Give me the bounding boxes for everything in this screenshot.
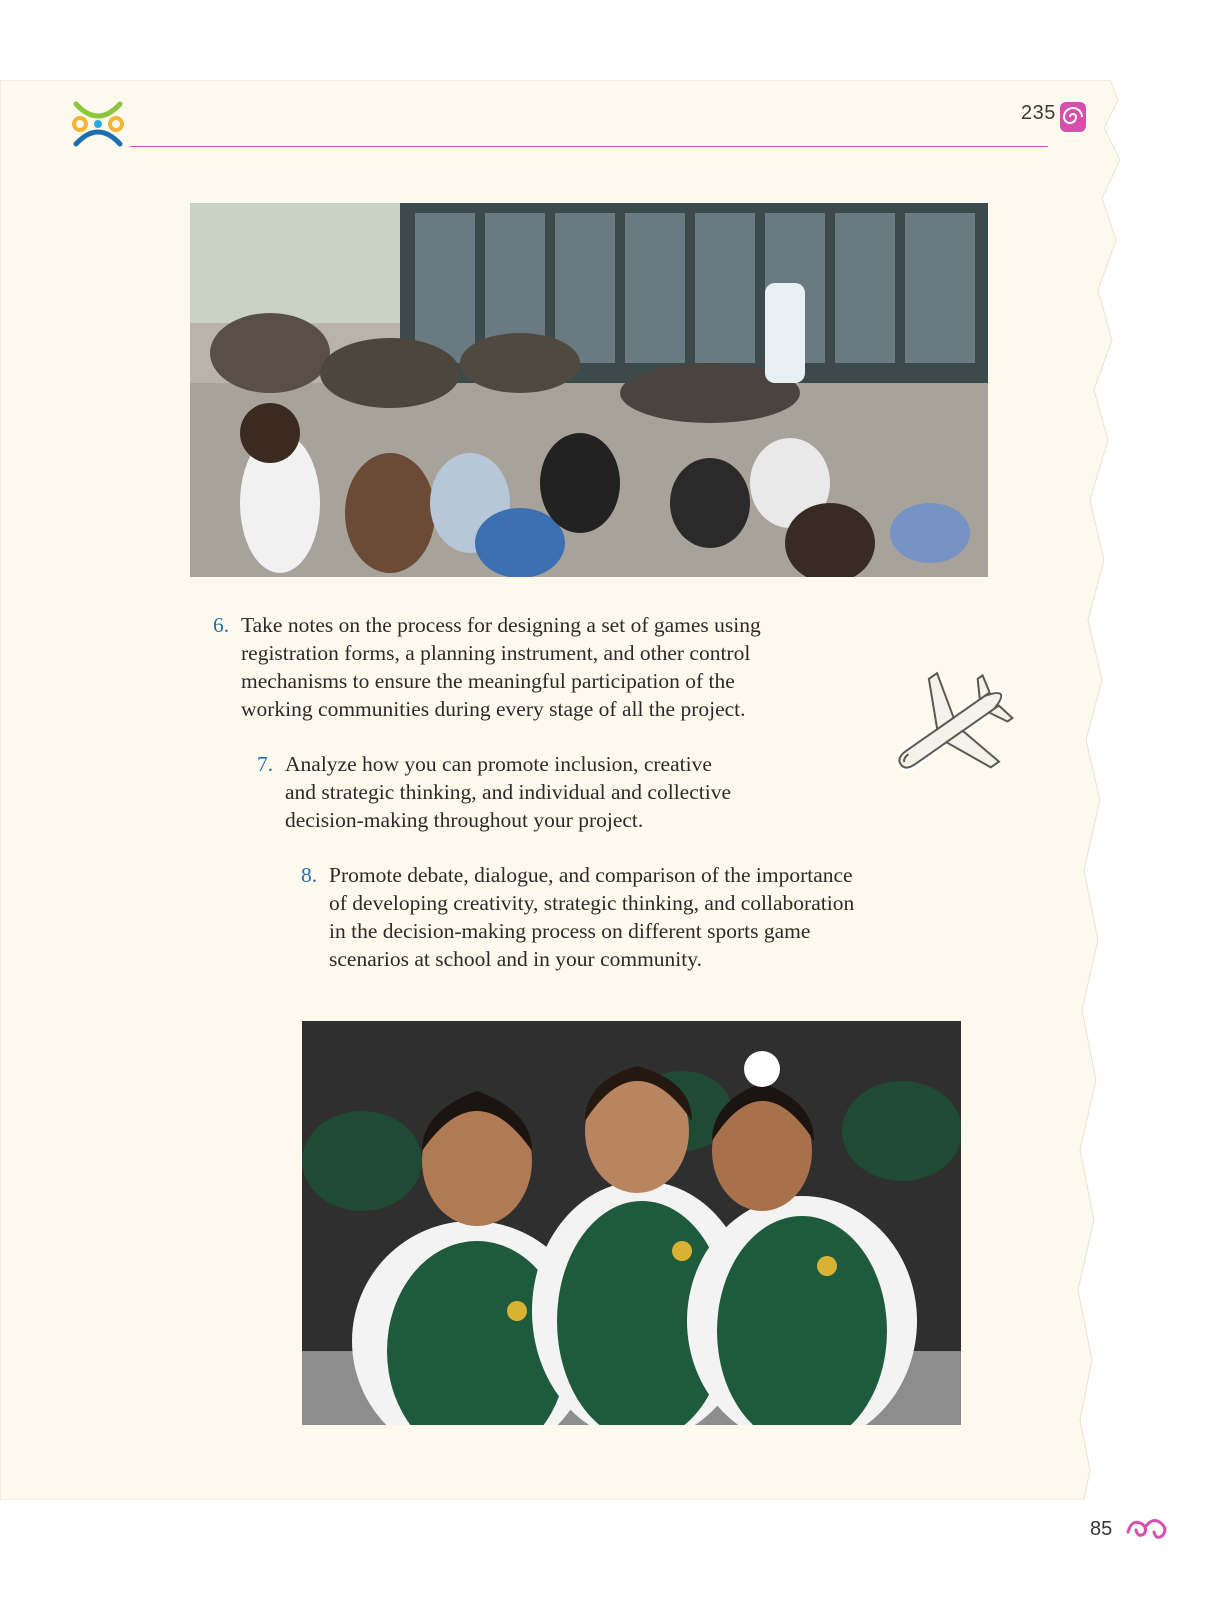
students-uniform-photo — [302, 1021, 961, 1425]
item-line: in the decision-making process on different sports game — [329, 919, 811, 943]
item-line: working communities during every stage of all the project. — [241, 697, 746, 721]
group-circle-photo — [190, 203, 988, 577]
item-number: 8. — [301, 863, 318, 887]
item-line: Take notes on the process for designing a set of games using — [241, 613, 761, 637]
item-line: registration forms, a planning instrument, and other control — [241, 641, 751, 665]
item-number: 7. — [257, 752, 274, 776]
item-number: 6. — [213, 613, 230, 637]
activity-item-7 — [257, 750, 785, 834]
item-line: scenarios at school and in your community. — [329, 947, 702, 971]
header-rule — [130, 146, 1048, 147]
item-line: of developing creativity, strategic thinking, and collaboration — [329, 891, 855, 915]
page-number-top: 235 — [1021, 102, 1056, 124]
item-line: Promote debate, dialogue, and comparison of the importance — [329, 863, 853, 887]
pink-glyph-ornament-icon — [1124, 1514, 1170, 1542]
airplane-sticker-icon — [880, 660, 1020, 800]
activity-item-6 — [213, 611, 801, 723]
community-logo-icon — [70, 98, 126, 150]
item-line: decision-making throughout your project. — [285, 808, 644, 832]
item-line: mechanisms to ensure the meaningful participation of the — [241, 669, 735, 693]
pink-spiral-glyph-icon — [1058, 100, 1088, 134]
item-line: Analyze how you can promote inclusion, creative — [285, 752, 712, 776]
item-line: and strategic thinking, and individual and collective — [285, 780, 731, 804]
activity-item-8 — [301, 861, 929, 973]
page-number-bottom: 85 — [1090, 1518, 1113, 1540]
